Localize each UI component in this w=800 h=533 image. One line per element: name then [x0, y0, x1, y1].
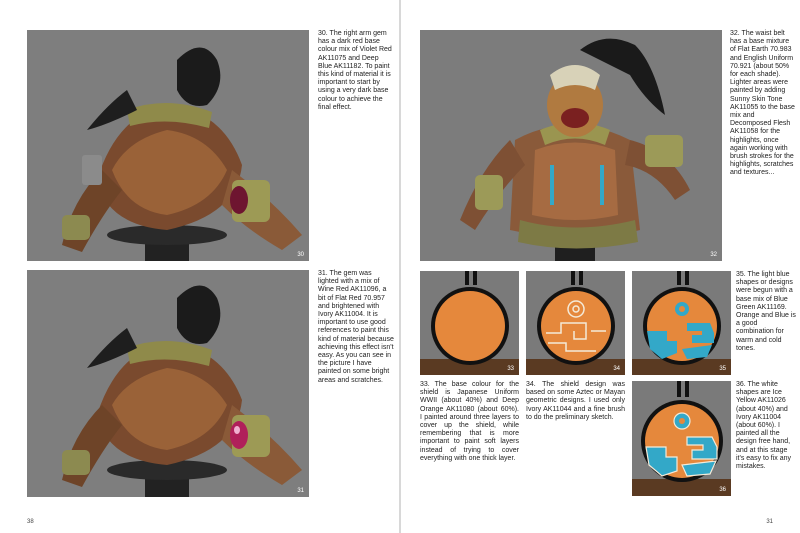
caption-30: 30. The right arm gem has a dark red base colour mix of Violet Red AK11075 and Deep Blue AK11182. To paint this kind of material it is important to start by using a very dark base colour to achieve the final effect. — [318, 30, 392, 111]
caption-36: 36. The white shapes are Ice Yellow AK11026 (about 40%) and Ivory AK11004 (about 60%). I painted all the design free hand, and at this stage it's easy to fix any mistakes. — [736, 381, 792, 471]
bust-front-view-image — [420, 30, 722, 261]
sketched-shield-image — [526, 271, 625, 375]
photo-number: 30 — [297, 252, 304, 258]
page-folio-left: 38 — [27, 519, 34, 525]
finished-shield-image — [632, 381, 731, 496]
bust-back-view-image — [27, 30, 309, 261]
photo-number: 35 — [719, 366, 726, 372]
right-page — [401, 0, 800, 533]
bust-back-view-detail-image — [27, 270, 309, 497]
shield-photo-35 — [632, 271, 731, 375]
figure-photo-31 — [27, 270, 309, 497]
left-page — [0, 0, 399, 533]
figure-photo-32 — [420, 30, 722, 261]
figure-photo-30 — [27, 30, 309, 261]
photo-number: 33 — [507, 366, 514, 372]
page-folio-right: 31 — [766, 519, 773, 525]
blue-shapes-shield-image — [632, 271, 731, 375]
photo-number: 34 — [613, 366, 620, 372]
photo-number: 31 — [297, 488, 304, 494]
photo-number: 36 — [719, 487, 726, 493]
shield-photo-36 — [632, 381, 731, 496]
shield-photo-34 — [526, 271, 625, 375]
caption-35: 35. The light blue shapes or designs were begun with a base mix of Blue Green AK11169. Orange and Blue is a good combination for warm and cold tones. — [736, 271, 796, 352]
caption-32: 32. The waist belt has a base mixture of Flat Earth 70.983 and English Uniform 70.921 (about 50% for each shade). Lighter areas were painted by adding Sunny Skin Tone AK11055 to the base mix and Decomposed Flesh AK11058 for the highlights, once again working with brush strokes for the highlights, scratches and textures... — [730, 30, 795, 177]
orange-shield-image — [420, 271, 519, 375]
caption-34: 34. The shield design was based on some Aztec or Mayan geometric designs. I used only Ivory AK11044 and a fine brush to do the preliminary sketch. — [526, 381, 625, 421]
shield-photo-33 — [420, 271, 519, 375]
caption-33: 33. The base colour for the shield is Japanese Uniform WWII (about 40%) and Deep Orange AK11080 (about 60%). I painted around three layers to cover up the shield, while remembering that is more important to paint soft layers instead of trying to cover everything with one thick layer. — [420, 381, 519, 462]
caption-31: 31. The gem was lighted with a mix of Wine Red AK11096, a bit of Flat Red 70.957 and brightened with Ivory AK11004. It is important to use good references to paint this kind of material because achieving this effect isn't easy. As you can see in the picture I have painted on some bright areas and scratches. — [318, 270, 394, 384]
photo-number: 32 — [710, 252, 717, 258]
